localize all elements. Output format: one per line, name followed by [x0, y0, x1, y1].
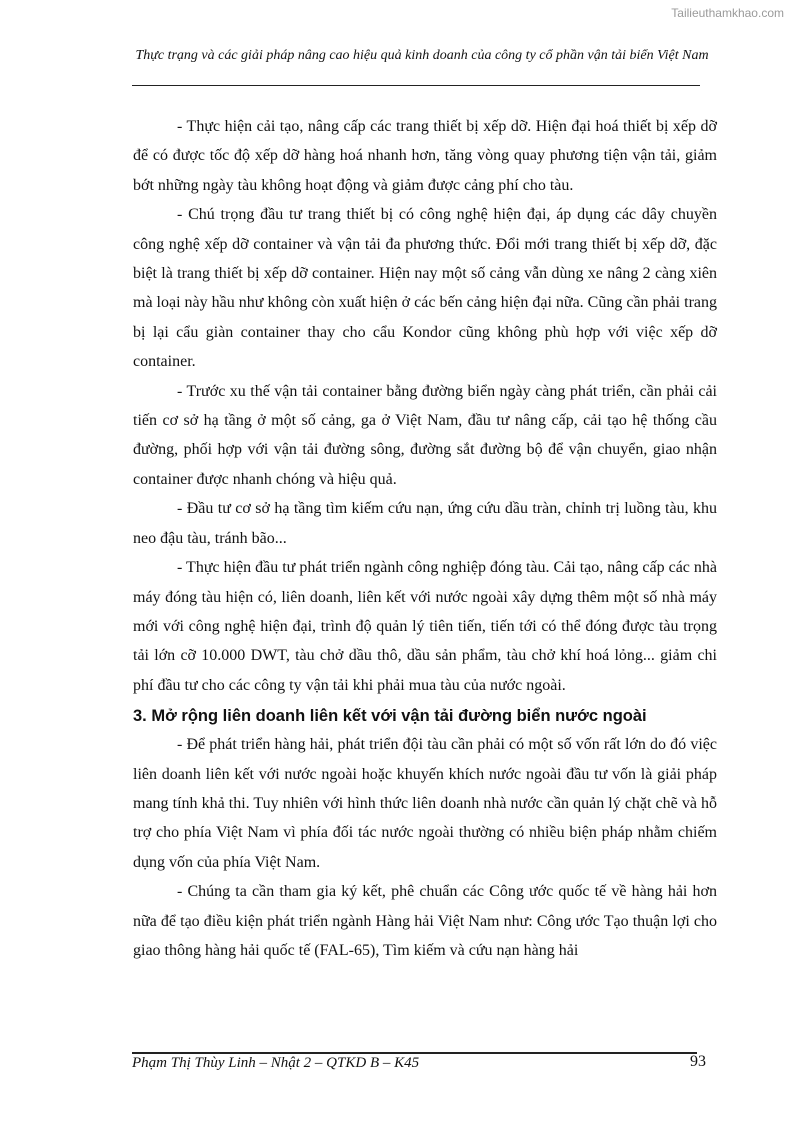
- header-divider: [132, 85, 700, 86]
- paragraph: - Trước xu thế vận tải container bằng đường biển ngày càng phát triển, cần phải cải tiến cơ sở hạ tầng ở một số cảng, ga ở Việt Nam, đầu tư nâng cấp, cải tạo hệ thống cầu đường, phối hợp với vận tải đường sông, đường sắt đường bộ để vận chuyển, giao nhận container được nhanh chóng và hiệu quả.: [133, 382, 717, 488]
- paragraph: - Chúng ta cần tham gia ký kết, phê chuẩn các Công ước quốc tế về hàng hải hơn nữa để tạo điều kiện phát triển ngành Hàng hải Việt Nam như: Công ước Tạo thuận lợi cho giao thông hàng hải quốc tế (FAL-65), Tìm kiếm và cứu nạn hàng hải: [133, 883, 717, 959]
- paragraph: - Đầu tư cơ sở hạ tầng tìm kiếm cứu nạn, ứng cứu dầu tràn, chỉnh trị luồng tàu, khu neo đậu tàu, tránh bão...: [133, 500, 717, 547]
- running-header: Thực trạng và các giải pháp nâng cao hiệu quả kinh doanh của công ty cổ phần vận tải biển Việt Nam: [135, 48, 709, 63]
- paragraph: - Chú trọng đầu tư trang thiết bị có công nghệ hiện đại, áp dụng các dây chuyền công nghệ xếp dỡ container và vận tải đa phương thức. Đổi mới trang thiết bị xếp dỡ, đặc biệt là trang thiết bị xếp dỡ container. Hiện nay một số cảng vẫn dùng xe nâng 2 càng xiên mà loại này hầu như không còn xuất hiện ở các bến cảng hiện đại nữa. Cũng cần phải trang bị lại cẩu giàn container thay cho cẩu Kondor cũng không phù hợp với việc xếp dỡ container.: [133, 206, 717, 371]
- paragraph: - Để phát triển hàng hải, phát triển đội tàu cần phải có một số vốn rất lớn do đó việc liên doanh liên kết với nước ngoài hoặc khuyến khích nước ngoài đầu tư vốn là giải pháp mang tính khả thi. Tuy nhiên với hình thức liên doanh nhà nước cần quản lý chặt chẽ và hỗ trợ cho phía Việt Nam vì phía đối tác nước ngoài thường có nhiều biện pháp nhằm chiếm dụng vốn của phía Việt Nam.: [133, 736, 717, 871]
- watermark: Tailieuthamkhao.com: [671, 6, 784, 20]
- page-body: [133, 112, 717, 965]
- paragraph: - Thực hiện cải tạo, nâng cấp các trang thiết bị xếp dỡ. Hiện đại hoá thiết bị xếp dỡ để có được tốc độ xếp dỡ hàng hoá nhanh hơn, tăng vòng quay phương tiện vận tải, giảm bớt những ngày tàu không hoạt động và giảm được cảng phí cho tàu.: [133, 118, 717, 194]
- section-heading: 3. Mở rộng liên doanh liên kết với vận tải đường biển nước ngoài: [133, 707, 647, 726]
- footer-author: Phạm Thị Thùy Linh – Nhật 2 – QTKD B – K45: [132, 1055, 420, 1071]
- footer-divider: [132, 1052, 697, 1054]
- page-number: 93: [690, 1053, 706, 1070]
- paragraph: - Thực hiện đầu tư phát triển ngành công nghiệp đóng tàu. Cải tạo, nâng cấp các nhà máy đóng tàu hiện có, liên doanh, liên kết với nước ngoài xây dựng thêm một số nhà máy mới với công nghệ hiện đại, trình độ quản lý tiên tiến, tiến tới có thể đóng được tàu trọng tải lớn cỡ 10.000 DWT, tàu chở dầu thô, dầu sản phẩm, tàu chở khí hoá lỏng... giảm chi phí đầu tư cho các công ty vận tải khi phải mua tàu của nước ngoài.: [133, 559, 717, 694]
